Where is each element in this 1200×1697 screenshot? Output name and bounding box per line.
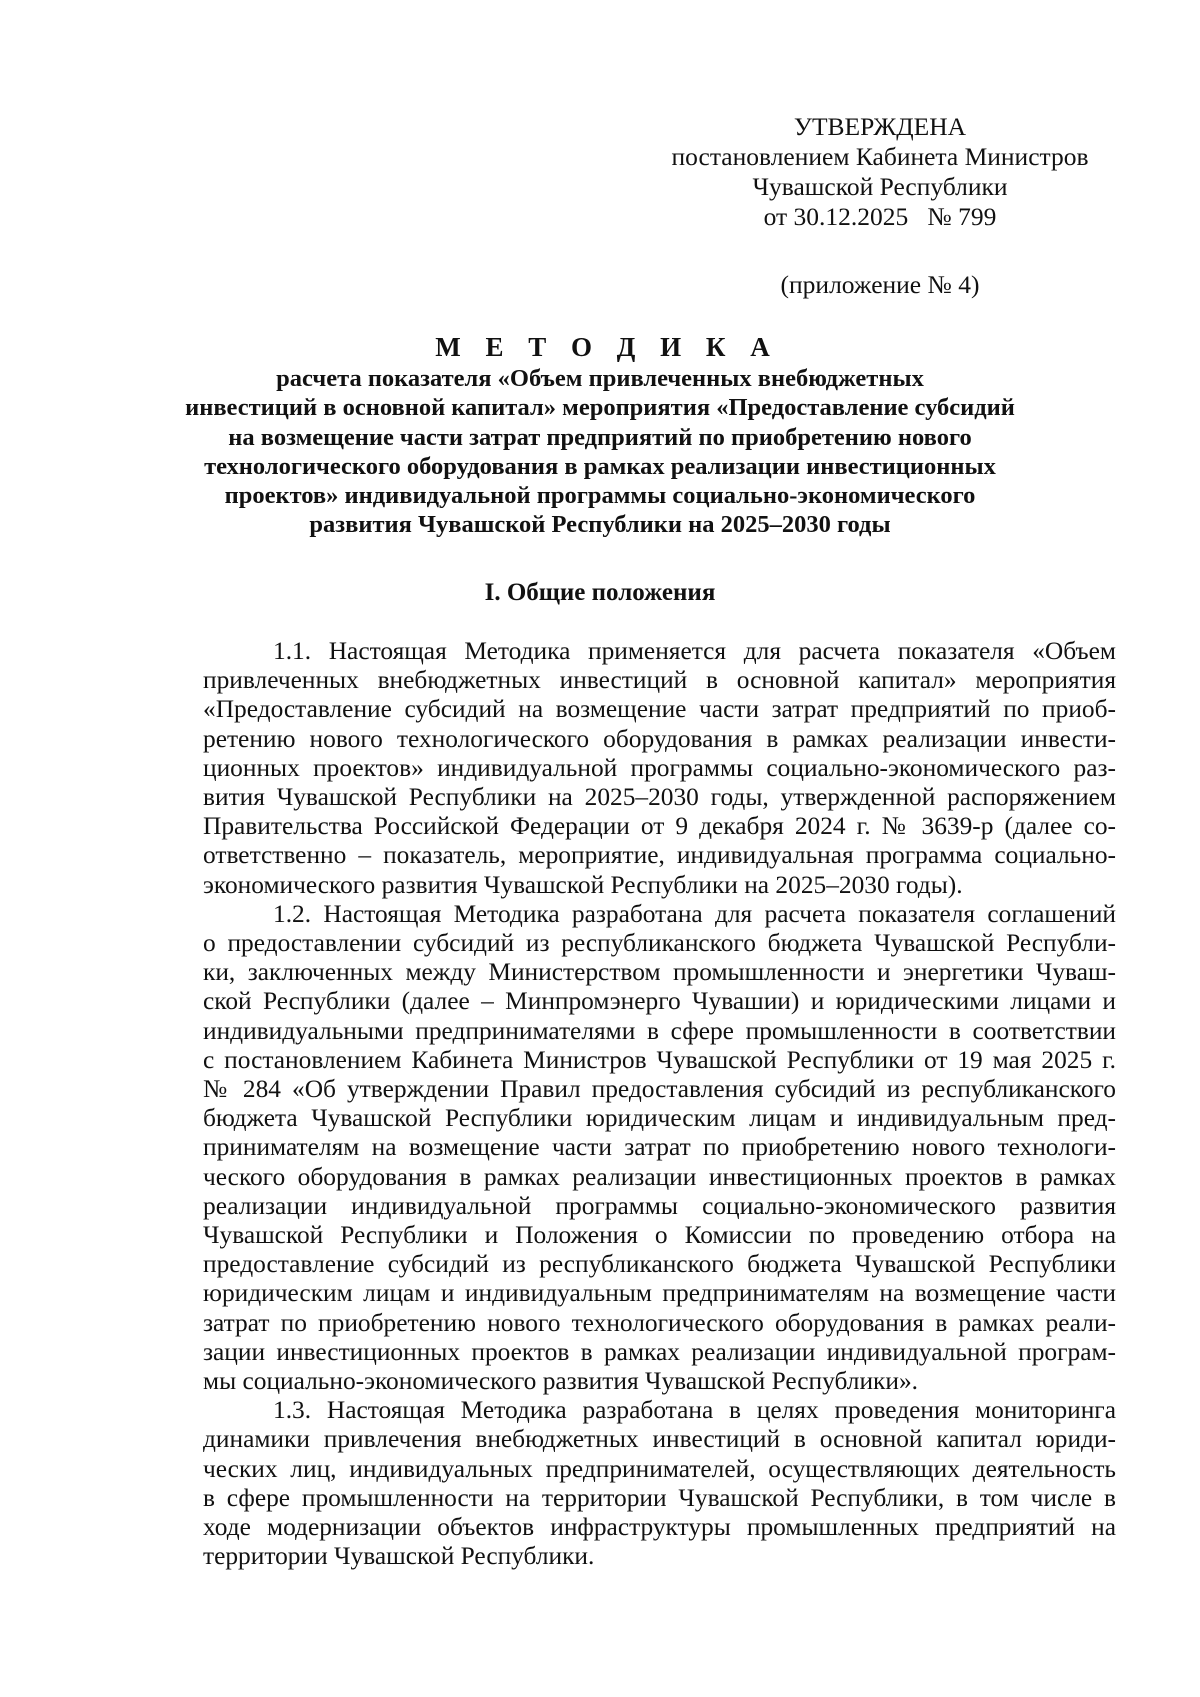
- text-line: ходе модернизации объектов инфраструктуры промышленных предприятий на: [203, 1513, 1116, 1542]
- text-line: ционных проектов» индивидуальной программы социально-экономического раз-: [203, 753, 1116, 782]
- subtitle-line: проектов» индивидуальной программы социально-экономического: [224, 482, 976, 510]
- text-line: в сфере промышленности на территории Чувашской Республики, в том числе в: [203, 1483, 1116, 1512]
- text-line: динамики привлечения внебюджетных инвестиций в основной капитал юриди-: [203, 1425, 1116, 1454]
- document-body: [203, 637, 1116, 1572]
- text-line: экономического развития Чувашской Республики на 2025–2030 годы).: [203, 870, 963, 899]
- text-line: «Предоставление субсидий на возмещение части затрат предприятий по приоб-: [203, 695, 1116, 724]
- approval-date-number: от 30.12.2025 № 799: [763, 202, 997, 231]
- appendix-label: (приложение № 4): [780, 270, 980, 299]
- text-line: юридическим лицам и индивидуальным предпринимателям на возмещение части: [203, 1279, 1116, 1308]
- subtitle-line: на возмещение части затрат предприятий по приобретению нового: [228, 423, 972, 451]
- text-line: бюджета Чувашской Республики юридическим лицам и индивидуальным пред-: [203, 1104, 1116, 1133]
- text-line: ческого оборудования в рамках реализации инвестиционных проектов в рамках: [203, 1162, 1116, 1191]
- text-line: о предоставлении субсидий из республиканского бюджета Чувашской Республи-: [203, 929, 1116, 958]
- document-heading: [150, 332, 1050, 540]
- approval-status: УТВЕРЖДЕНА: [793, 112, 967, 141]
- subtitle-line: инвестиций в основной капитал» мероприятия «Предоставление субсидий: [185, 394, 1015, 422]
- subtitle-line: развития Чувашской Республики на 2025–2030 годы: [309, 511, 891, 539]
- text-line: Чувашской Республики и Положения о Комиссии по проведению отбора на: [203, 1221, 1116, 1250]
- text-line: принимателям на возмещение части затрат по приобретению нового технологи-: [203, 1133, 1116, 1162]
- text-line: мы социально-экономического развития Чувашской Республики».: [203, 1367, 919, 1396]
- approval-issuer: постановлением Кабинета Министров: [671, 142, 1089, 171]
- subtitle-line: технологического оборудования в рамках реализации инвестиционных: [204, 452, 996, 480]
- text-line: ретению нового технологического оборудования в рамках реализации инвести-: [203, 724, 1116, 753]
- text-line: индивидуальными предпринимателями в сфере промышленности в соответствии: [203, 1016, 1116, 1045]
- approval-stamp: [640, 112, 1120, 232]
- text-line: привлеченных внебюджетных инвестиций в основной капитал» мероприятия: [203, 666, 1116, 695]
- text-line: № 284 «Об утверждении Правил предоставления субсидий из республиканского: [203, 1075, 1116, 1104]
- text-line: ки, заключенных между Министерством промышленности и энергетики Чуваш-: [203, 958, 1116, 987]
- text-line: 1.1. Настоящая Методика применяется для расчета показателя «Объем: [273, 637, 1116, 665]
- paragraph-1-2: [203, 900, 1116, 1396]
- text-line: затрат по приобретению нового технологического оборудования в рамках реали-: [203, 1308, 1116, 1337]
- text-line: предоставление субсидий из республиканского бюджета Чувашской Республики: [203, 1250, 1116, 1279]
- text-line: зации инвестиционных проектов в рамках реализации индивидуальной програм-: [203, 1337, 1116, 1366]
- document-subtitle: [150, 364, 1050, 540]
- text-line: ответственно – показатель, мероприятие, индивидуальная программа социально-: [203, 841, 1116, 870]
- document-title: М Е Т О Д И К А: [435, 332, 779, 362]
- text-line: реализации индивидуальной программы социально-экономического развития: [203, 1191, 1116, 1220]
- paragraph-1-1: [203, 637, 1116, 900]
- text-line: территории Чувашской Республики.: [203, 1542, 595, 1571]
- text-line: ческих лиц, индивидуальных предпринимателей, осуществляющих деятельность: [203, 1454, 1116, 1483]
- text-line: 1.2. Настоящая Методика разработана для расчета показателя соглашений: [273, 899, 1116, 928]
- text-line: вития Чувашской Республики на 2025–2030 годы, утвержденной распоряжением: [203, 783, 1116, 812]
- text-line: с постановлением Кабинета Министров Чувашской Республики от 19 мая 2025 г.: [203, 1045, 1116, 1074]
- text-line: Правительства Российской Федерации от 9 декабря 2024 г. № 3639-р (далее со-: [203, 812, 1116, 841]
- approval-region: Чувашской Республики: [752, 172, 1008, 201]
- paragraph-1-3: [203, 1396, 1116, 1571]
- subtitle-line: расчета показателя «Объем привлеченных внебюджетных: [276, 365, 924, 392]
- text-line: 1.3. Настоящая Методика разработана в целях проведения мониторинга: [273, 1396, 1116, 1425]
- text-line: ской Республики (далее – Минпромэнерго Чувашии) и юридическими лицами и: [203, 987, 1116, 1016]
- section-heading: I. Общие положения: [484, 579, 716, 606]
